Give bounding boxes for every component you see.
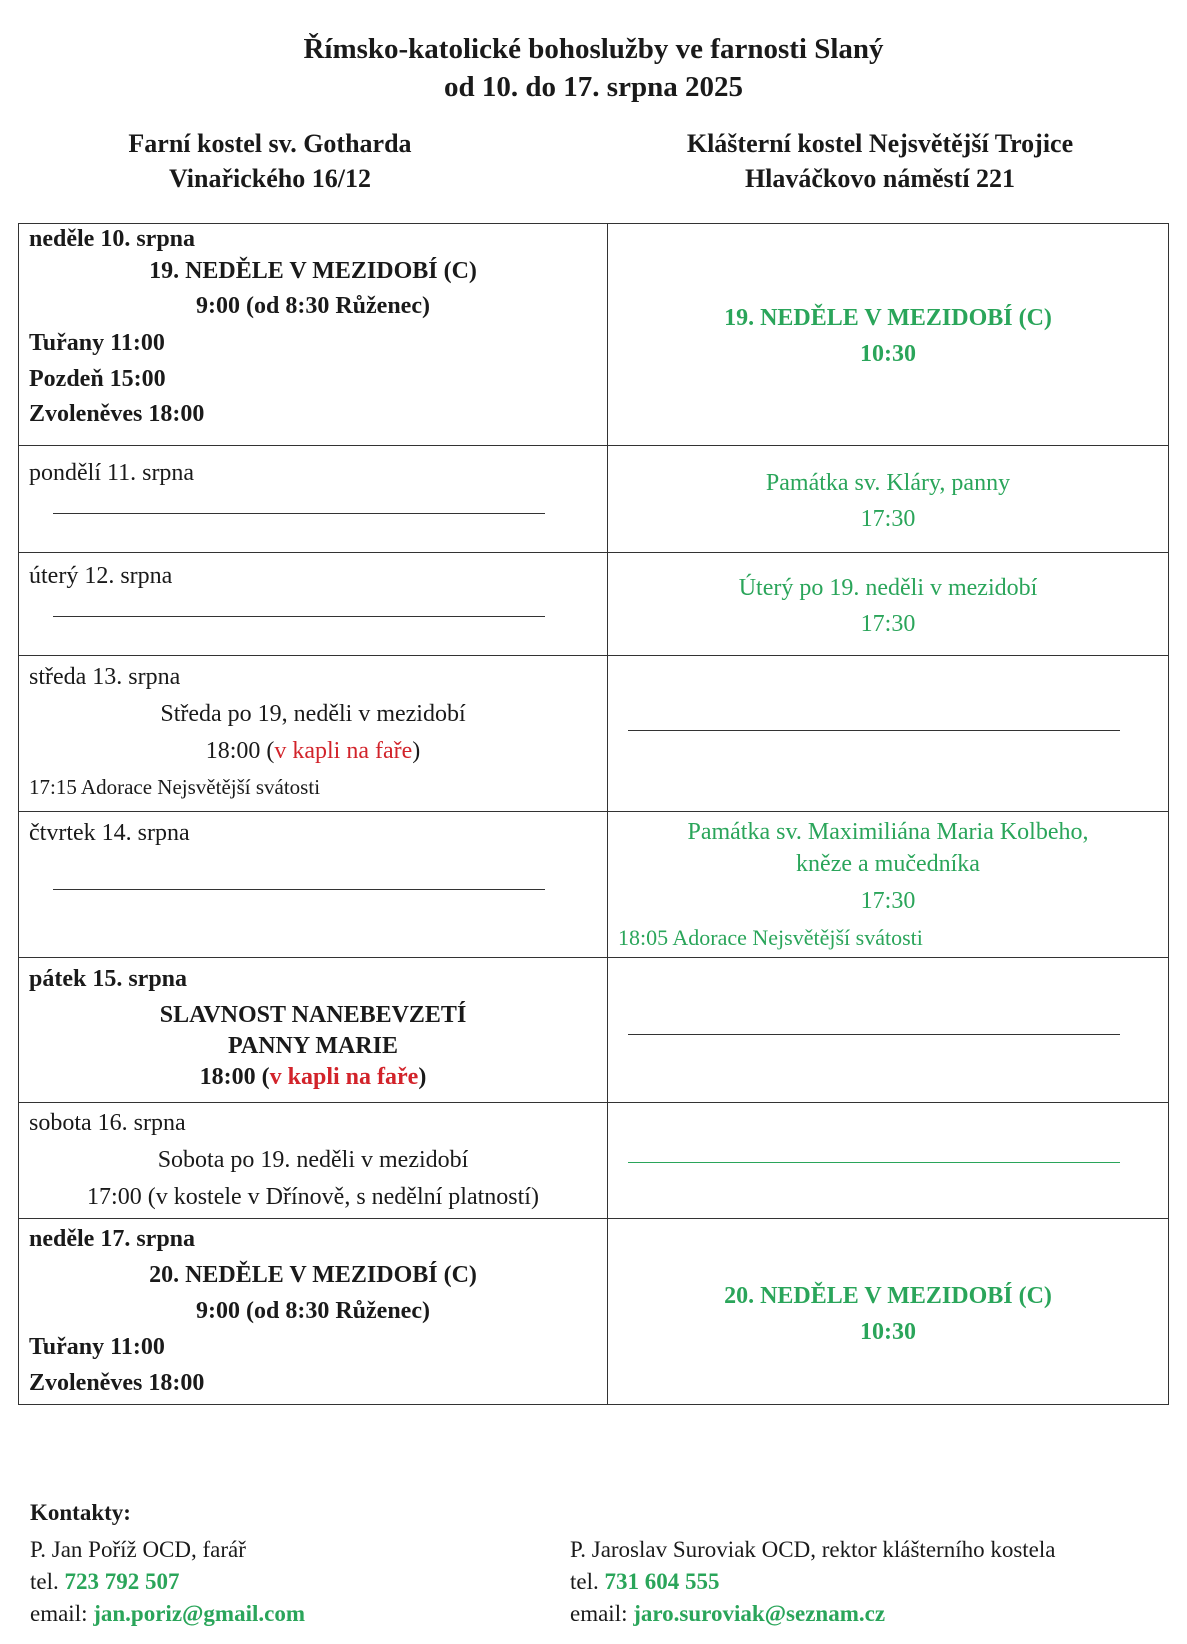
feast-name: SLAVNOST NANEBEVZETÍ: [159, 1002, 467, 1028]
no-service-line: [628, 1162, 1120, 1163]
table-row: [19, 812, 1169, 958]
feast-name: Památka sv. Maximiliána Maria Kolbeho,: [687, 819, 1089, 845]
left-cell-tue12: [19, 553, 608, 656]
email-link[interactable]: jaro.suroviak@seznam.cz: [633, 1601, 886, 1626]
right-church-name: Klášterní kostel Nejsvětější Trojice: [686, 129, 1074, 158]
adoration-note: 17:15 Adorace Nejsvětější svátosti: [29, 775, 321, 799]
phone-number[interactable]: 731 604 555: [604, 1569, 720, 1594]
mass-time: 9:00 (od 8:30 Růženec): [196, 293, 430, 319]
feast-name: Sobota po 19. neděli v mezidobí: [157, 1147, 469, 1173]
contact-name: P. Jan Poříž OCD, farář: [30, 1537, 246, 1562]
table-row: [19, 224, 1169, 446]
left-cell-mon11: [19, 446, 608, 553]
left-church-name: Farní kostel sv. Gotharda: [128, 129, 412, 158]
email-label: email:: [570, 1601, 634, 1626]
feast-name: Středa po 19, neděli v mezidobí: [160, 701, 466, 727]
mass-time-value: 18:00 (: [205, 738, 275, 764]
mass-place: v kapli na faře: [274, 738, 413, 764]
feast-name: 19. NEDĚLE V MEZIDOBÍ (C): [149, 258, 477, 284]
mass-time-value: 18:00 (: [199, 1064, 270, 1090]
table-row: [19, 446, 1169, 553]
feast-name: Úterý po 19. neděli v mezidobí: [738, 575, 1038, 601]
left-cell-sat16: [19, 1103, 608, 1219]
adoration-note: 18:05 Adorace Nejsvětější svátosti: [618, 925, 923, 950]
right-cell-wed13: [608, 656, 1169, 812]
mass-time-close: ): [418, 1064, 427, 1090]
day-date: sobota 16. srpna: [29, 1110, 186, 1136]
mass-time: 17:30: [860, 506, 916, 532]
right-church-address: Hlaváčkovo náměstí 221: [744, 164, 1016, 193]
table-row: [19, 958, 1169, 1103]
page-title: Římsko-katolické bohoslužby ve farnosti Slaný: [303, 33, 884, 65]
right-cell-tue12: [608, 553, 1169, 656]
contact-phone: [570, 1566, 1055, 1598]
feast-name: 20. NEDĚLE V MEZIDOBÍ (C): [724, 1283, 1052, 1309]
left-church-address: Vinařického 16/12: [169, 164, 371, 193]
page-subtitle-dates: od 10. do 17. srpna 2025: [444, 71, 743, 103]
table-row: [19, 1219, 1169, 1405]
day-date: čtvrtek 14. srpna: [29, 820, 190, 846]
feast-name-cont: PANNY MARIE: [228, 1033, 398, 1059]
mass-time: [19, 736, 607, 766]
right-cell-thu14: [608, 812, 1169, 958]
feast-name-cont: kněze a mučedníka: [796, 851, 980, 877]
table-row: [19, 553, 1169, 656]
left-cell-thu14: [19, 812, 608, 958]
left-cell-sun17: [19, 1219, 608, 1405]
extra-mass: Tuřany 11:00: [29, 330, 165, 356]
day-date: středa 13. srpna: [29, 664, 181, 690]
left-cell-wed13: [19, 656, 608, 812]
mass-time: 10:30: [860, 1319, 916, 1345]
right-church-header: [600, 126, 1160, 196]
day-date: úterý 12. srpna: [29, 563, 173, 589]
email-label: email:: [30, 1601, 94, 1626]
extra-mass: Tuřany 11:00: [29, 1334, 165, 1360]
right-cell-sat16: [608, 1103, 1169, 1219]
phone-number[interactable]: 723 792 507: [64, 1569, 180, 1594]
mass-time: 17:30: [860, 888, 916, 914]
feast-name: 20. NEDĚLE V MEZIDOBÍ (C): [149, 1262, 477, 1288]
contact-email: [570, 1598, 1055, 1630]
no-service-line: [628, 730, 1120, 731]
no-service-line: [628, 1034, 1120, 1035]
left-cell-fri15: [19, 958, 608, 1103]
day-date: pátek 15. srpna: [29, 966, 188, 992]
mass-time: 9:00 (od 8:30 Růženec): [196, 1298, 430, 1324]
phone-label: tel.: [570, 1569, 605, 1594]
right-cell-mon11: [608, 446, 1169, 553]
email-link[interactable]: jan.poriz@gmail.com: [93, 1601, 305, 1626]
mass-time: 17:00 (v kostele v Dřínově, s nedělní platností): [87, 1184, 539, 1210]
feast-name: 19. NEDĚLE V MEZIDOBÍ (C): [724, 305, 1052, 331]
schedule-table: [18, 223, 1169, 1405]
mass-time: [19, 1062, 607, 1092]
right-cell-fri15: [608, 958, 1169, 1103]
mass-time: 17:30: [860, 611, 916, 637]
contact-name: P. Jaroslav Suroviak OCD, rektor klášterního kostela: [570, 1537, 1056, 1562]
mass-time: 10:30: [860, 341, 916, 367]
contact-email: [30, 1598, 305, 1630]
right-cell-sun17: [608, 1219, 1169, 1405]
contact-phone: [30, 1566, 305, 1598]
contacts-heading: Kontakty:: [30, 1500, 131, 1525]
day-date: neděle 10. srpna: [29, 226, 196, 252]
extra-mass: Zvoleněves 18:00: [29, 1370, 205, 1396]
mass-time-close: ): [412, 738, 421, 764]
table-row: [19, 1103, 1169, 1219]
no-service-line: [53, 889, 545, 890]
phone-label: tel.: [30, 1569, 65, 1594]
left-cell-sun10: [19, 224, 608, 446]
day-date: pondělí 11. srpna: [29, 460, 195, 486]
right-cell-sun10: [608, 224, 1169, 446]
mass-place: v kapli na faře: [269, 1064, 419, 1090]
table-row: [19, 656, 1169, 812]
extra-mass: Zvoleněves 18:00: [29, 401, 205, 427]
feast-name: Památka sv. Kláry, panny: [765, 470, 1011, 496]
no-service-line: [53, 513, 545, 514]
extra-mass: Pozdeň 15:00: [29, 366, 166, 392]
contact-left: [30, 1534, 305, 1630]
left-church-header: [50, 126, 490, 196]
day-date: neděle 17. srpna: [29, 1226, 196, 1252]
contact-right: [570, 1534, 1055, 1630]
no-service-line: [53, 616, 545, 617]
